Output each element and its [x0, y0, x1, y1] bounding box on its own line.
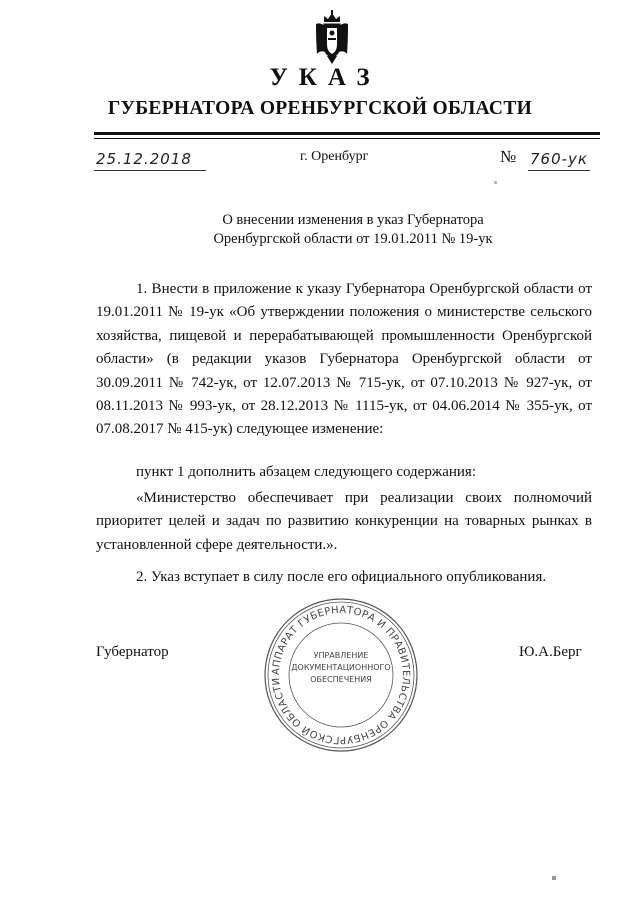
document-heading: [0, 211, 640, 249]
date-underline: [94, 170, 206, 171]
stamp-center-line-1: УПРАВЛЕНИЕ: [313, 651, 369, 660]
paragraph-4: 2. Указ вступает в силу после его официального опубликования.: [136, 569, 547, 585]
heading-line-1: О внесении изменения в указ Губернатора: [222, 212, 484, 228]
document-city: г. Оренбург: [300, 149, 369, 164]
header-rule-thick: [94, 132, 600, 135]
number-label: №: [500, 147, 517, 166]
document-date: 25.12.2018: [96, 150, 192, 168]
paragraph-1: 1. Внести в приложение к указу Губернатора Оренбургской области от 19.01.2011 № 19-ук «Об утверждении положения о министерстве сельского хозяйства, пищевой и перерабатывающей промышленности Оренбургской области» (в редакции указов Губернатора Оренбургской области от 30.09.2011 № 742-ук, от 12.07.2013 № 715-ук, от 07.10.2013 № 927-ук, от 08.11.2013 № 993-ук, от 28.12.2013 № 1115-ук, от 04.06.2014 № 355-ук, от 07.08.2017 № 415-ук) следующее изменение:: [96, 281, 592, 438]
stamp-ring-text: АППАРАТ ГУБЕРНАТОРА И ПРАВИТЕЛЬСТВА ОРЕНБУРГСКОЙ ОБЛАСТИ: [270, 604, 412, 746]
document-subtitle: ГУБЕРНАТОРА ОРЕНБУРГСКОЙ ОБЛАСТИ: [107, 98, 533, 119]
signatory-name: Ю.А.Берг: [519, 644, 582, 660]
heading-line-2: Оренбургской области от 19.01.2011 № 19-ук: [213, 231, 493, 247]
stamp-center-line-3: ОБЕСПЕЧЕНИЯ: [310, 675, 372, 684]
document-title: УКАЗ: [269, 64, 381, 91]
stamp-center-line-2: ДОКУМЕНТАЦИОННОГО: [291, 663, 391, 672]
header-rule-thin: [94, 138, 600, 139]
scan-speck: [494, 181, 497, 184]
document-number: 760-ук: [530, 150, 588, 168]
paragraph-2: пункт 1 дополнить абзацем следующего содержания:: [136, 464, 476, 480]
number-underline: [528, 170, 590, 171]
paragraph-3: «Министерство обеспечивает при реализации своих полномочий приоритет целей и задач по развитию конкуренции на товарных рынках в установленной сфере деятельности.».: [96, 490, 592, 553]
round-stamp-icon: [262, 596, 420, 754]
scan-speck-bottom: [552, 876, 556, 880]
coat-of-arms-icon: [314, 10, 350, 64]
signatory-title: Губернатор: [96, 644, 169, 660]
